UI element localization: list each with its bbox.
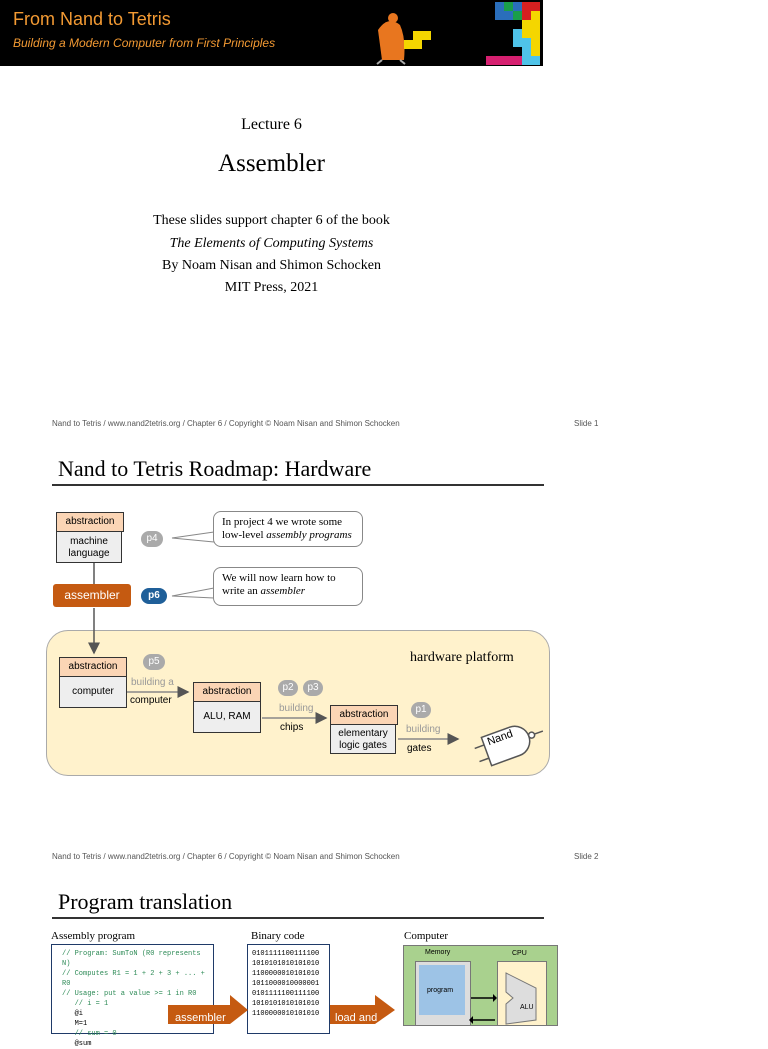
support-text: These slides support chapter 6 of the book	[153, 213, 390, 228]
load-arrow-label: load and	[335, 1012, 378, 1024]
nand-label: Nand	[485, 727, 515, 749]
computer-box: computer	[59, 676, 127, 708]
authors: By Noam Nisan and Shimon Schocken	[162, 258, 381, 273]
nand-gate-icon	[470, 718, 550, 768]
project-badge-p3: p3	[303, 680, 323, 696]
abstraction-tab: abstraction	[59, 657, 127, 677]
binary-line: 1100000010101010	[252, 970, 320, 978]
building-a-label: building a	[131, 677, 174, 688]
computer-label: computer	[130, 695, 172, 706]
abstraction-tab: abstraction	[330, 705, 398, 725]
title-rule	[52, 917, 544, 919]
lecture-number: Lecture 6	[241, 116, 302, 133]
binary-code-label: Binary code	[251, 930, 305, 942]
code-line: // Program: SumToN (R0 represents N)	[62, 950, 201, 968]
slide-number: Slide 2	[574, 852, 599, 861]
slide-title: Assembler	[218, 150, 325, 177]
chips-label: chips	[280, 722, 304, 733]
code-line: M=1	[62, 1020, 88, 1028]
memory-label: Memory	[425, 949, 451, 956]
binary-line: 1010101010101010	[252, 960, 320, 968]
project-badge-p4: p4	[141, 531, 163, 547]
slide-footer: Nand to Tetris / www.nand2tetris.org / Chapter 6 / Copyright © Noam Nisan and Shimon Schocken	[52, 419, 400, 428]
project-badge-p2: p2	[278, 680, 298, 696]
building-label: building	[406, 724, 441, 735]
alu-label: ALU	[520, 1004, 534, 1011]
header-title: From Nand to Tetris	[13, 9, 171, 29]
cpu-label: CPU	[512, 950, 527, 957]
assembler-arrow-label: assembler	[175, 1012, 226, 1024]
code-line: @i	[62, 1010, 84, 1018]
alu-ram-box: ALU, RAM	[193, 701, 261, 733]
machine-language-box: machine language	[56, 531, 122, 563]
binary-line: 1100000010101010	[252, 1010, 320, 1018]
alu-shape	[501, 968, 541, 1024]
computer-label: Computer	[404, 930, 448, 942]
memory-cpu-arrows	[469, 990, 497, 1024]
program-label: program	[427, 987, 454, 994]
assembler-block: assembler	[53, 584, 131, 607]
code-line: @sum	[62, 1040, 92, 1048]
slide-number: Slide 1	[574, 419, 599, 428]
assembly-program-label: Assembly program	[51, 930, 136, 942]
code-line: // Computes R1 = 1 + 2 + 3 + ... + R0	[62, 970, 205, 988]
abstraction-tab: abstraction	[56, 512, 124, 532]
project-badge-p6: p6	[141, 588, 167, 604]
header-subtitle: Building a Modern Computer from First Principles	[13, 36, 276, 50]
building-label: building	[279, 703, 314, 714]
project-badge-p1: p1	[411, 702, 431, 718]
gates-label: gates	[407, 743, 432, 754]
binary-line: 0101111100111100	[252, 950, 320, 958]
binary-line: 1011000010000001	[252, 980, 320, 988]
code-line: // Usage: put a value >= 1 in R0	[62, 990, 197, 998]
callout-project4: In project 4 we wrote some low-level assembly programs	[213, 511, 363, 547]
binary-line: 1010101010101010	[252, 1000, 320, 1008]
slide-title: Nand to Tetris Roadmap: Hardware	[58, 456, 372, 481]
book-title: The Elements of Computing Systems	[169, 236, 374, 251]
abstraction-tab: abstraction	[193, 682, 261, 702]
project-badge-p5: p5	[143, 654, 165, 670]
slide-footer: Nand to Tetris / www.nand2tetris.org / Chapter 6 / Copyright © Noam Nisan and Shimon Schocken	[52, 852, 400, 861]
logic-gates-box: elementary logic gates	[330, 724, 396, 754]
code-line: // i = 1	[62, 1000, 109, 1008]
callout-assembler: We will now learn how to write an assembler	[213, 567, 363, 606]
binary-line: 0101111100111100	[252, 990, 320, 998]
publisher: MIT Press, 2021	[224, 280, 319, 295]
platform-label: hardware platform	[410, 650, 514, 665]
code-line: // sum = 0	[62, 1030, 117, 1038]
slide-title: Program translation	[58, 889, 233, 914]
tetris-logo	[360, 0, 544, 66]
binary-code-panel	[247, 944, 330, 1034]
